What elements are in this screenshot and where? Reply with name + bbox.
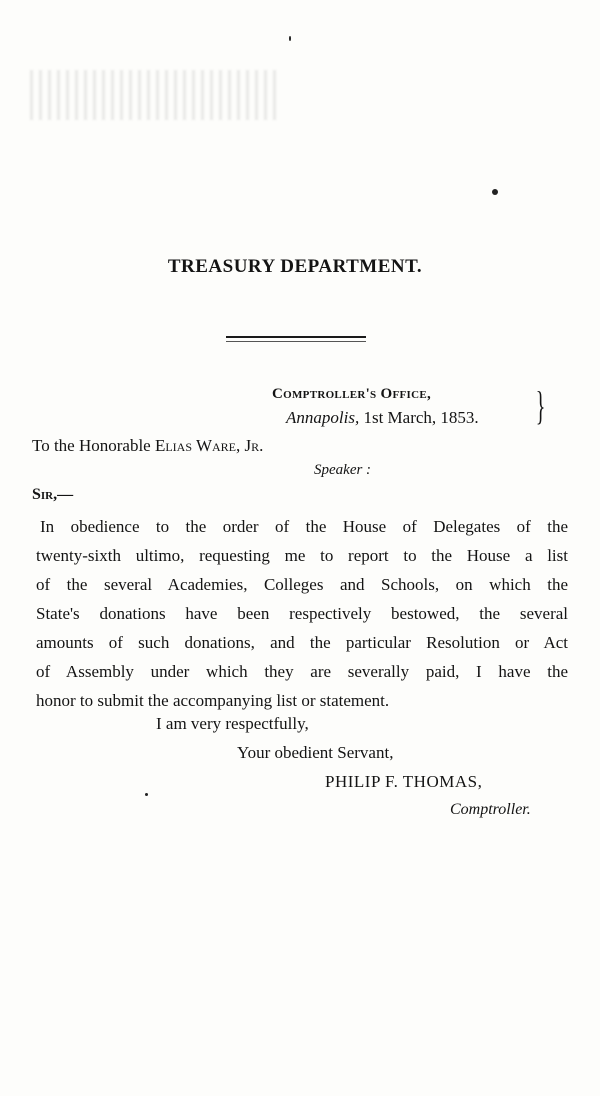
body-line: of the several Academies, Colleges and Schools, on which the [36,575,568,594]
signer-title: Comptroller. [450,801,531,818]
body-line: In obedience to the order of the House of Delegates of the [40,517,568,536]
letter-body [32,512,568,715]
body-line: of Assembly under which they are severally paid, I have the [36,662,568,681]
salutation: Sir,— [32,486,74,503]
decorative-rule [226,336,366,342]
bleed-through-marks [30,70,280,120]
body-line: honor to submit the accompanying list or statement. [36,691,390,710]
office-line: Comptroller's Office, [272,386,432,402]
ink-speck [145,793,148,796]
addressee-prefix: To the Honorable [32,436,151,455]
ink-speck [492,189,498,195]
signer-name: PHILIP F. THOMAS, [325,772,483,791]
ink-speck [289,36,291,41]
dateline [286,408,479,428]
addressee-title: Speaker : [314,462,372,478]
closing-line: Your obedient Servant, [237,743,394,762]
brace-mark: } [535,383,546,428]
body-line: twenty-sixth ultimo, requesting me to report to the House a list [36,546,568,565]
body-line: State's donations have been respectively bestowed, the several [36,604,568,623]
place: Annapolis, [286,408,360,427]
closing-line: I am very respectfully, [156,714,309,733]
date: 1st March, 1853. [363,408,479,427]
body-line: amounts of such donations, and the particular Resolution or Act [36,633,568,652]
addressee-name: Elias Ware, Jr. [154,436,264,455]
page-heading: TREASURY DEPARTMENT. [167,256,423,277]
addressee [32,436,263,456]
